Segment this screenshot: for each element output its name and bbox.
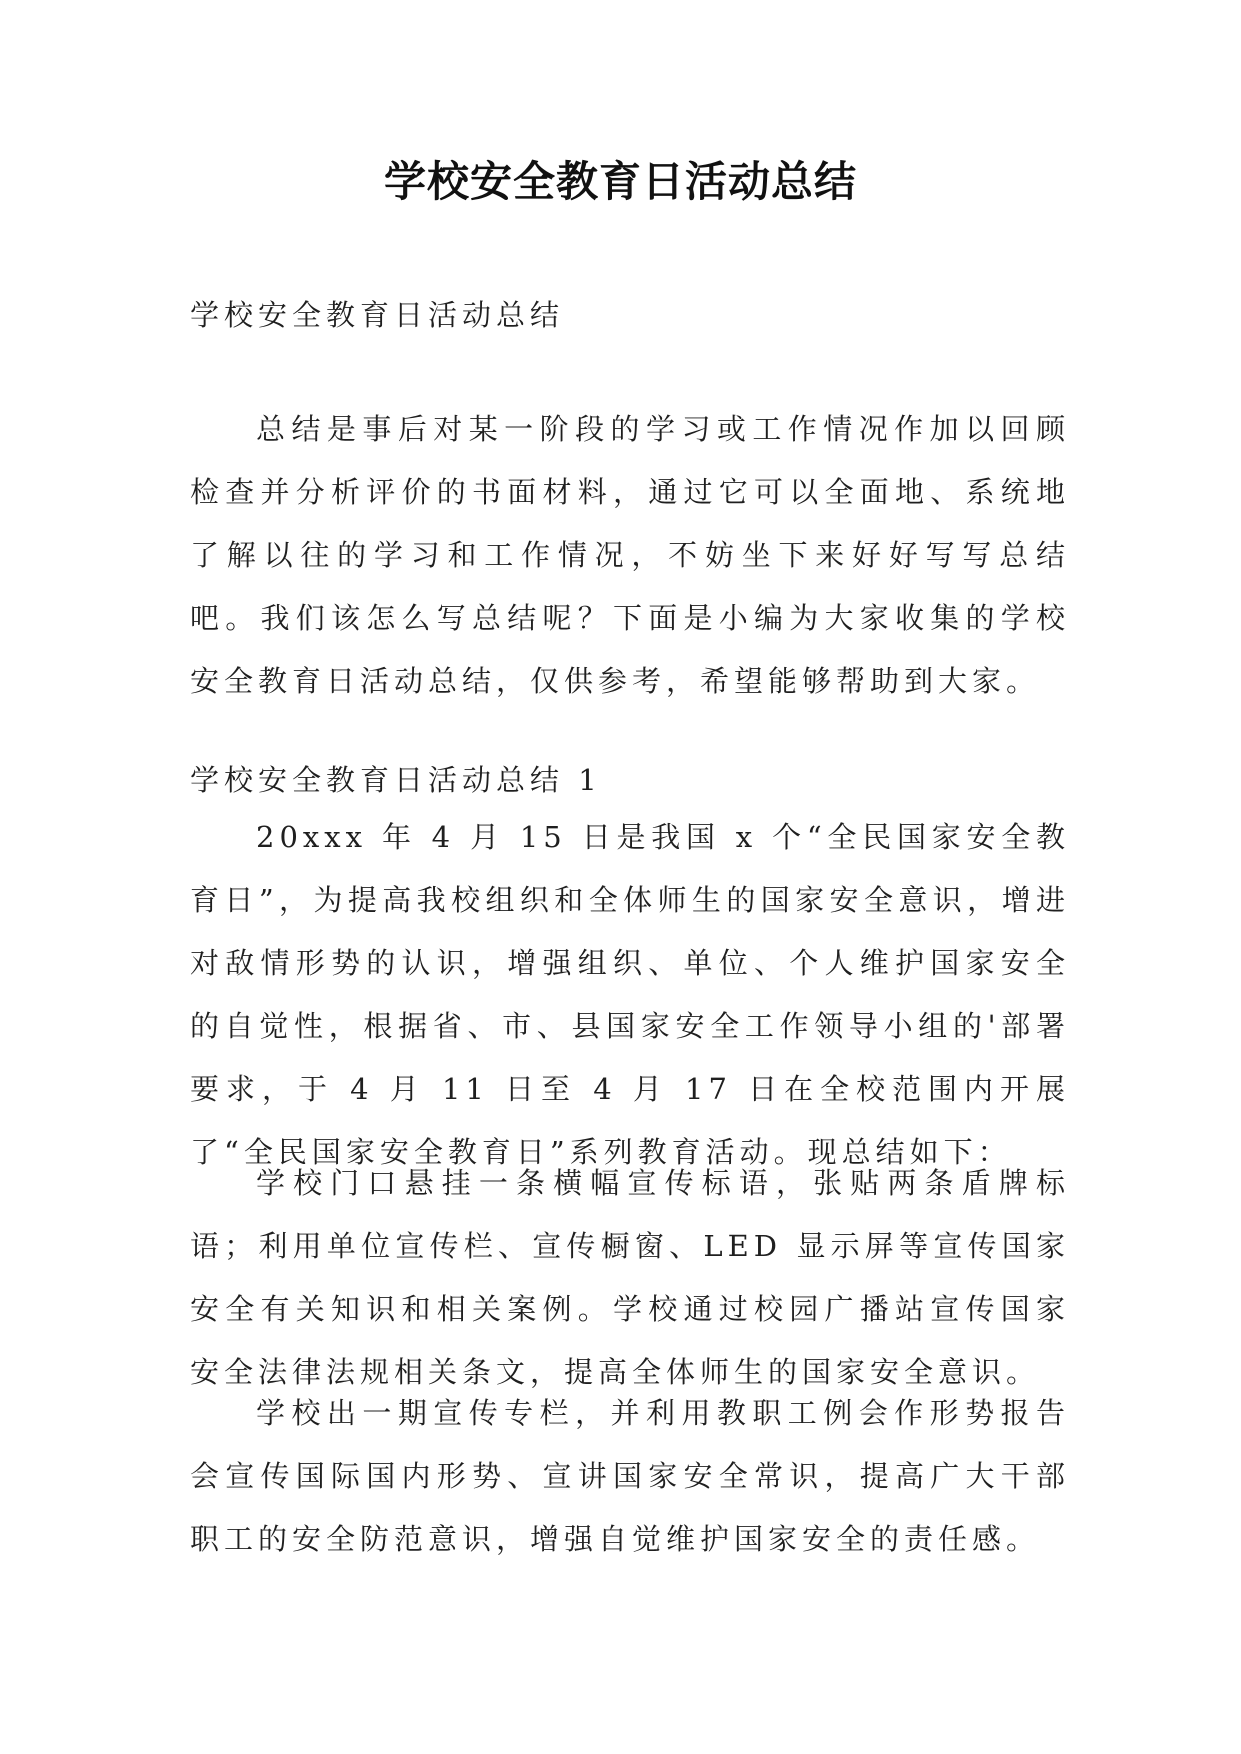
body-paragraph-2: 学校门口悬挂一条横幅宣传标语，张贴两条盾牌标语；利用单位宣传栏、宣传橱窗、LED 显示屏等宣传国家安全有关知识和相关案例。学校通过校园广播站宣传国家安全法律法规相关条文，提高全体师生的国家安全意识。 xyxy=(190,1166,1070,1389)
body-paragraph-1: 20xxx 年 4 月 15 日是我国 x 个“全民国家安全教育日”，为提高我校组织和全体师生的国家安全意识，增进对敌情形势的认识，增强组织、单位、个人维护国家安全的自觉性，根据省、市、县国家安全工作领导小组的'部署要求，于 4 月 11 日至 4 月 17 日在全校范围内开展了“全民国家安全教育日”系列教育活动。现总结如下： xyxy=(190,820,1070,1169)
body-paragraph-3: 学校出一期宣传专栏，并利用教职工例会作形势报告会宣传国际国内形势、宣讲国家安全常识，提高广大干部职工的安全防范意识，增强自觉维护国家安全的责任感。 xyxy=(190,1396,1070,1556)
document-title: 学校安全教育日活动总结 xyxy=(383,157,857,206)
document-subtitle: 学校安全教育日活动总结 xyxy=(190,298,565,332)
intro-paragraph: 总结是事后对某一阶段的学习或工作情况作加以回顾检查并分析评价的书面材料，通过它可以全面地、系统地了解以往的学习和工作情况，不妨坐下来好好写写总结吧。我们该怎么写总结呢？下面是小编为大家收集的学校安全教育日活动总结，仅供参考，希望能够帮助到大家。 xyxy=(190,412,1070,698)
section-heading: 学校安全教育日活动总结 1 xyxy=(190,763,602,797)
